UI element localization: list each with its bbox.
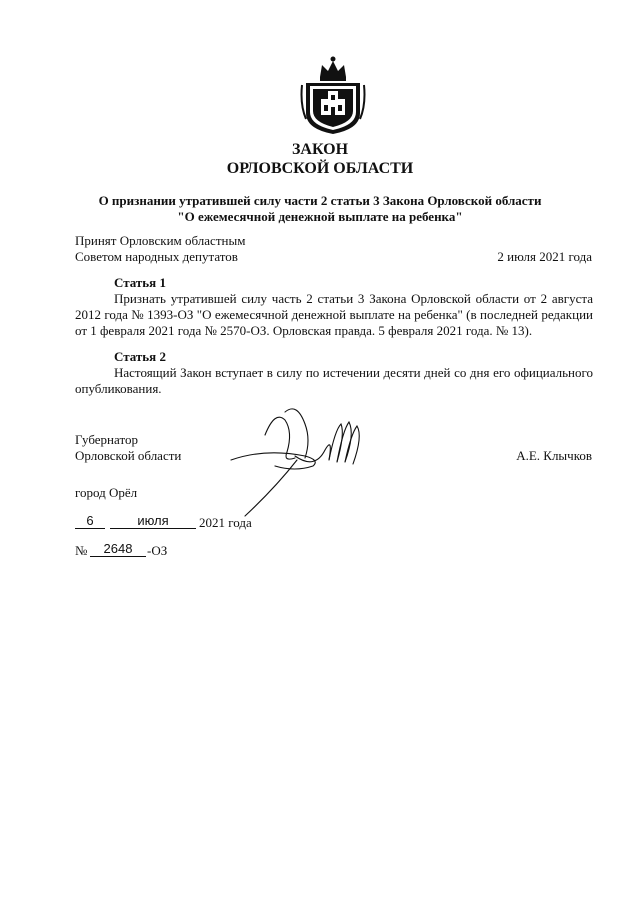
signing-day: 6 [75,513,105,529]
adoption-body-line1: Принят Орловским областным [75,233,246,248]
city-label: город Орёл [75,485,138,500]
document-title: ЗАКОН [291,141,349,158]
document-title-region: ОРЛОВСКОЙ ОБЛАСТИ [226,160,414,177]
article-1-text-line2: 2012 года № 1393-ОЗ "О ежемесячной денежной выплате на ребенка" (в последней редакции [75,307,593,322]
article-1-text-line3: от 1 февраля 2021 года № 2570-ОЗ. Орловская правда. 5 февраля 2021 года. № 13). [75,323,533,338]
adoption-body-line2: Советом народных депутатов [75,249,238,264]
article-2-text-line1: Настоящий Закон вступает в силу по истечении десяти дней со дня его официального [114,365,593,380]
law-number-prefix: № [75,543,88,558]
signatory-name: А.Е. Клычков [516,448,592,463]
handwritten-signature [225,400,375,520]
law-subtitle-line1: О признании утратившей силу части 2 статьи 3 Закона Орловской области [98,193,542,208]
signatory-position-line1: Губернатор [75,432,138,447]
article-2-text-line2: опубликования. [75,381,162,396]
law-number-suffix: -ОЗ [147,543,168,558]
coat-of-arms-emblem [300,55,366,135]
signatory-position-line2: Орловской области [75,448,182,463]
article-1-text-line1: Признать утратившей силу часть 2 статьи 3 Закона Орловской области от 2 августа [114,291,593,306]
article-1-heading: Статья 1 [114,275,166,290]
adoption-date: 2 июля 2021 года [497,249,592,264]
signing-month: июля [110,513,196,529]
signing-year: 2021 года [199,515,252,530]
law-number: 2648 [90,541,146,557]
law-subtitle-line2: "О ежемесячной денежной выплате на ребенка" [177,209,463,224]
article-2-heading: Статья 2 [114,349,166,364]
